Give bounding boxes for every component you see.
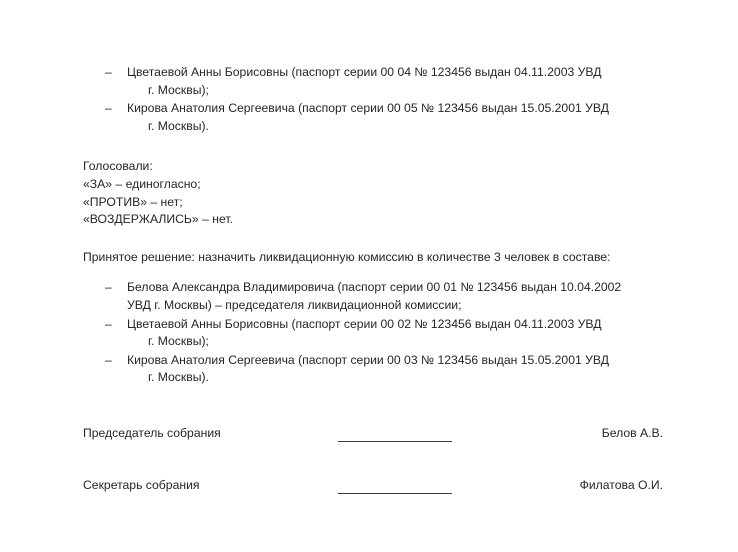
list-item-line1: Кирова Анатолия Сергеевича (паспорт серии 00 03 № 123456 выдан 15.05.2001 УВД: [127, 352, 609, 367]
signature-name: Белов А.В.: [601, 426, 663, 440]
list-dash-icon: –: [105, 316, 112, 331]
signature-line: [338, 493, 452, 494]
voting-against: «ПРОТИВ» – нет;: [83, 194, 183, 209]
signature-role: Секретарь собрания: [83, 478, 200, 492]
list-item-line1: Кирова Анатолия Сергеевича (паспорт серии 00 05 № 123456 выдан 15.05.2001 УВД: [127, 101, 609, 116]
voting-abstained: «ВОЗДЕРЖАЛИСЬ» – нет.: [83, 212, 233, 227]
voting-heading: Голосовали:: [83, 159, 153, 174]
list-dash-icon: –: [105, 352, 112, 367]
list-item: [83, 316, 663, 351]
document-body: [83, 64, 663, 388]
list-item-line2: г. Москвы);: [148, 82, 209, 97]
spacer: [83, 136, 663, 158]
list-item-line2: УВД г. Москвы) – председателя ликвидационной комиссии;: [127, 297, 462, 312]
list-item: [83, 352, 663, 387]
list-item-line2: г. Москвы).: [148, 118, 209, 133]
spacer: [83, 229, 663, 249]
members-list-top: [83, 64, 663, 135]
commission-members-list: [83, 279, 663, 387]
spacer: [83, 266, 663, 279]
list-item: [83, 279, 663, 314]
list-dash-icon: –: [105, 65, 112, 79]
signature-row-chairman: [83, 425, 663, 477]
signature-name: Филатова О.И.: [579, 478, 663, 492]
list-item-line1: Белова Александра Владимировича (паспорт серии 00 01 № 123456 выдан 10.04.2002: [127, 280, 622, 295]
decision-paragraph: Принятое решение: назначить ликвидационную комиссию в количестве 3 человек в составе:: [83, 249, 611, 264]
voting-block: [83, 158, 663, 228]
list-item-line2: г. Москвы).: [148, 370, 209, 385]
list-item-line1: Цветаевой Анны Борисовны (паспорт серии 00 04 № 123456 выдан 04.11.2003 УВД: [127, 65, 602, 79]
signature-row-secretary: [83, 477, 663, 529]
signature-line: [338, 441, 452, 442]
list-dash-icon: –: [105, 280, 112, 295]
voting-for: «ЗА» – единогласно;: [83, 176, 201, 191]
list-dash-icon: –: [105, 101, 112, 116]
list-item: [83, 64, 663, 99]
list-item-line2: г. Москвы);: [148, 334, 209, 349]
list-item-line1: Цветаевой Анны Борисовны (паспорт серии 00 02 № 123456 выдан 04.11.2003 УВД: [127, 316, 602, 331]
signature-role: Председатель собрания: [83, 426, 221, 440]
signature-block: [83, 425, 663, 529]
list-item: [83, 100, 663, 135]
